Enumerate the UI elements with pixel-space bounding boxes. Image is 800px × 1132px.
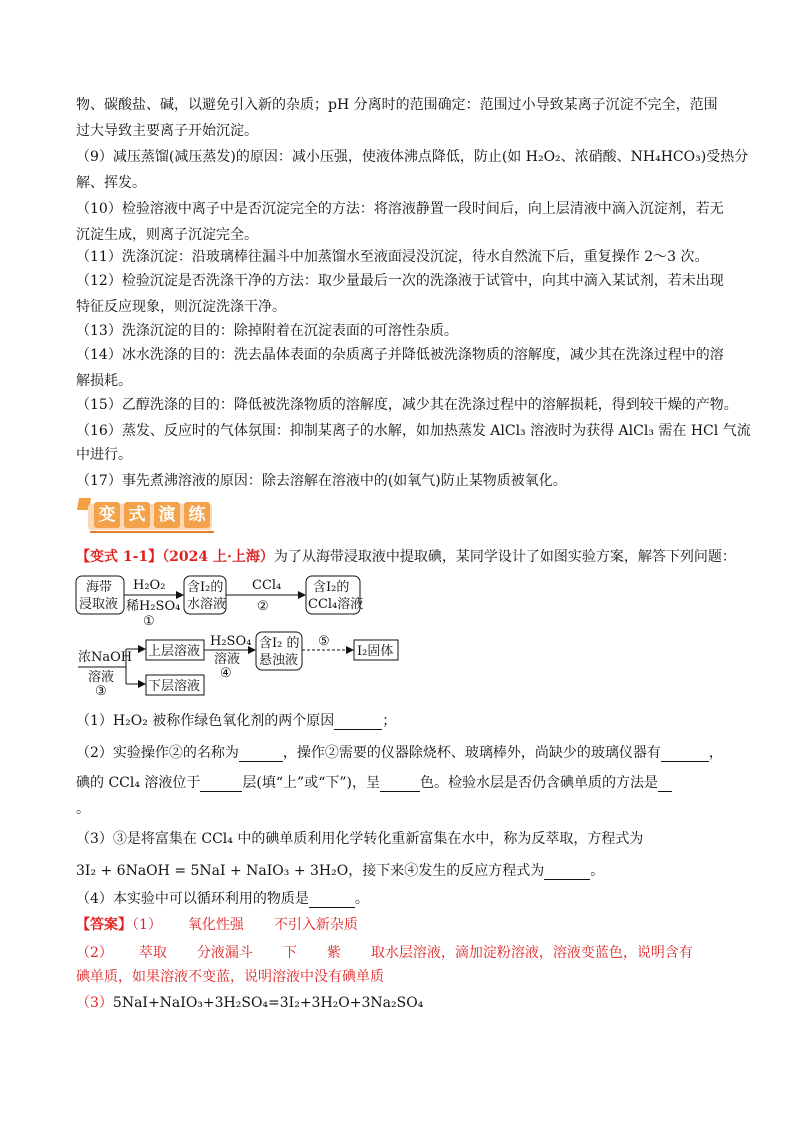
answer-line-3 <box>76 994 423 1012</box>
answer-line-1 <box>76 916 358 934</box>
answer-blank <box>239 761 283 762</box>
answer-item: 氧化性强 <box>187 917 244 933</box>
paragraph-line: （16）蒸发、反应时的气体氛围：抑制某离子的水解，如加热蒸发 AlCl₃ 溶液时为获得 AlCl₃ 需在 HCl 气流 <box>76 423 751 439</box>
badge-char: 演 <box>154 502 180 528</box>
flow-text: 下层溶液 <box>148 679 201 694</box>
paragraph-line: 中进行。 <box>76 447 132 463</box>
q3-end: 。 <box>590 863 605 879</box>
paragraph-line: 沉淀生成，则离子沉淀完全。 <box>76 227 258 243</box>
paragraph-line: （10）检验溶液中离子中是否沉淀完全的方法：将溶液静置一段时间后，向上层清液中滴入沉淀剂，若无 <box>76 201 724 217</box>
badge-char: 练 <box>184 502 210 528</box>
paragraph-line: 解损耗。 <box>76 373 132 389</box>
paragraph-line: （12）检验沉淀是否洗涤干净的方法：取少量最后一次的洗涤液于试管中，向其中滴入某试剂，若未出现 <box>76 273 724 289</box>
flow-text: H₂O₂ <box>133 578 166 593</box>
paragraph-line: （14）冰水洗涤的目的：洗去晶体表面的杂质离子并降低被洗涤物质的溶解度，减少其在洗涤过程中的溶 <box>76 347 724 363</box>
flow-text: 含I₂ 的 <box>259 636 300 651</box>
q3-equation: 3I₂ + 6NaOH = 5NaI + NaIO₃ + 3H₂O <box>76 863 349 879</box>
flow-text: 浸取液 <box>79 597 119 612</box>
flow-text: ① <box>143 614 155 629</box>
flow-text: ⑤ <box>318 634 330 649</box>
q2-text: 碘的 CCl₄ 溶液位于 <box>76 775 201 791</box>
arrowhead-icon <box>346 646 354 654</box>
flow-text: 悬浊液 <box>259 653 299 668</box>
flow-text: 含I₂的 <box>187 580 224 595</box>
arrowhead-icon <box>298 591 306 599</box>
paragraph-line: 过大导致主要离子开始沉淀。 <box>76 123 258 139</box>
answer-blank <box>658 791 672 792</box>
paragraph-line: 特征反应现象，则沉淀洗涤干净。 <box>76 299 286 315</box>
subquestion-2-end: 。 <box>76 801 90 817</box>
q3-text: ，接下来④发生的反应方程式为 <box>348 863 545 879</box>
arrowhead-icon <box>176 591 184 599</box>
flow-text: 海带 <box>86 580 113 595</box>
flow-text: ③ <box>95 684 107 699</box>
paragraph-line: （15）乙醇洗涤的目的：降低被洗涤物质的溶解度，减少其在洗涤过程中的溶解损耗，得到较干燥的产物。 <box>76 397 738 413</box>
flow-text: 含I₂的 <box>313 580 350 595</box>
flow-text: CCl₄ <box>252 578 282 593</box>
answer-tag: 【答案】 <box>76 917 132 933</box>
subquestion-3-cont <box>76 862 604 880</box>
flow-text: 浓NaOH <box>78 650 133 665</box>
q1-text: （1）H₂O₂ 被称作绿色氧化剂的两个原因 <box>76 713 335 729</box>
subquestion-3: （3）③是将富集在 CCl₄ 中的碘单质利用化学转化重新富集在水中，称为反萃取，方程式为 <box>76 831 644 847</box>
question-source: （2024 上·上海） <box>162 549 274 565</box>
paragraph-line: 解、挥发。 <box>76 175 146 191</box>
paragraph-line: （11）洗涤沉淀：沿玻璃棒往漏斗中加蒸馏水至液面浸没沉淀，待水自然流下后，重复操作 2～3 次。 <box>76 249 709 265</box>
answer-blank <box>544 879 590 880</box>
paragraph-line: （13）洗涤沉淀的目的：除掉附着在沉淀表面的可溶性杂质。 <box>76 323 458 339</box>
answer-item: 萃取 <box>138 945 167 961</box>
arrowhead-icon <box>138 645 146 653</box>
badge-char: 变 <box>94 502 120 528</box>
flow-text: 溶液 <box>88 670 115 685</box>
answer-item: 紫 <box>326 945 341 961</box>
answer-blank <box>309 907 355 908</box>
q2-text: 色。检验水层是否仍含碘单质的方法是 <box>419 775 658 791</box>
answer-num: （2） <box>76 945 113 961</box>
subquestion-4 <box>76 890 369 908</box>
paragraph-line: （9）减压蒸馏(减压蒸发)的原因：减小压强，使液体沸点降低，防止(如 H₂O₂、浓硝酸、NH₄HCO₃)受热分 <box>76 149 749 165</box>
flow-text: 稀H₂SO₄ <box>126 599 181 614</box>
q2-text: （2）实验操作②的名称为 <box>76 745 239 761</box>
flow-text: 上层溶液 <box>148 644 201 659</box>
paragraph-line: （17）事先煮沸溶液的原因：除去溶解在溶液中的(如氧气)防止某物质被氧化。 <box>76 473 567 489</box>
flow-text: H₂SO₄ <box>210 634 252 649</box>
paragraph-line: 物、碳酸盐、碱，以避免引入新的杂质；pH 分离时的范围确定：范围过小导致某离子沉淀不完全，范围 <box>76 97 718 113</box>
q2-text: ， <box>708 745 723 761</box>
badge-char: 式 <box>124 502 150 528</box>
answer-line-2-cont: 碘单质，如果溶液不变蓝，说明溶液中没有碘单质 <box>76 969 384 985</box>
flow-text: 溶液 <box>214 652 241 667</box>
q2-text: ，操作②需要的仪器除烧杯、玻璃棒外，尚缺少的玻璃仪器有 <box>282 745 661 761</box>
flow-text: ② <box>257 599 269 614</box>
answer-blank <box>200 791 242 792</box>
flow-text: 水溶液 <box>187 597 227 612</box>
answer-line-2 <box>76 944 693 962</box>
q1-end: ； <box>382 713 397 729</box>
flow-text: ④ <box>220 666 232 681</box>
answer-blank <box>661 761 709 762</box>
answer-num: （3） <box>76 995 113 1011</box>
answer-equation: 5NaI+NaIO₃+3H₂SO₄=3I₂+3H₂O+3Na₂SO₄ <box>112 995 424 1011</box>
subquestion-2-cont <box>76 774 672 792</box>
question-tag: 【变式 1-1】 <box>76 549 163 565</box>
answer-item: 分液漏斗 <box>196 945 253 961</box>
question-intro: 为了从海带浸取液中提取碘，某同学设计了如图实验方案，解答下列问题： <box>273 549 736 565</box>
flow-text: I₂固体 <box>357 644 394 659</box>
answer-blank <box>334 729 382 730</box>
flow-text: CCl₄溶液 <box>308 597 364 612</box>
answer-num: （1） <box>132 917 162 933</box>
q2-text: 层(填“上”或“下”)，呈 <box>242 775 380 791</box>
arrowhead-icon <box>138 680 146 688</box>
answer-item: 下 <box>282 945 297 961</box>
q4-end: 。 <box>354 891 369 907</box>
answer-blank <box>380 791 420 792</box>
answer-item: 不引入新杂质 <box>273 917 358 933</box>
q4-text: （4）本实验中可以循环利用的物质是 <box>76 891 309 907</box>
subquestion-2 <box>76 744 723 762</box>
subquestion-1 <box>76 712 396 730</box>
answer-item: 取水层溶液，滴加淀粉溶液，溶液变蓝色，说明含有 <box>370 945 693 961</box>
